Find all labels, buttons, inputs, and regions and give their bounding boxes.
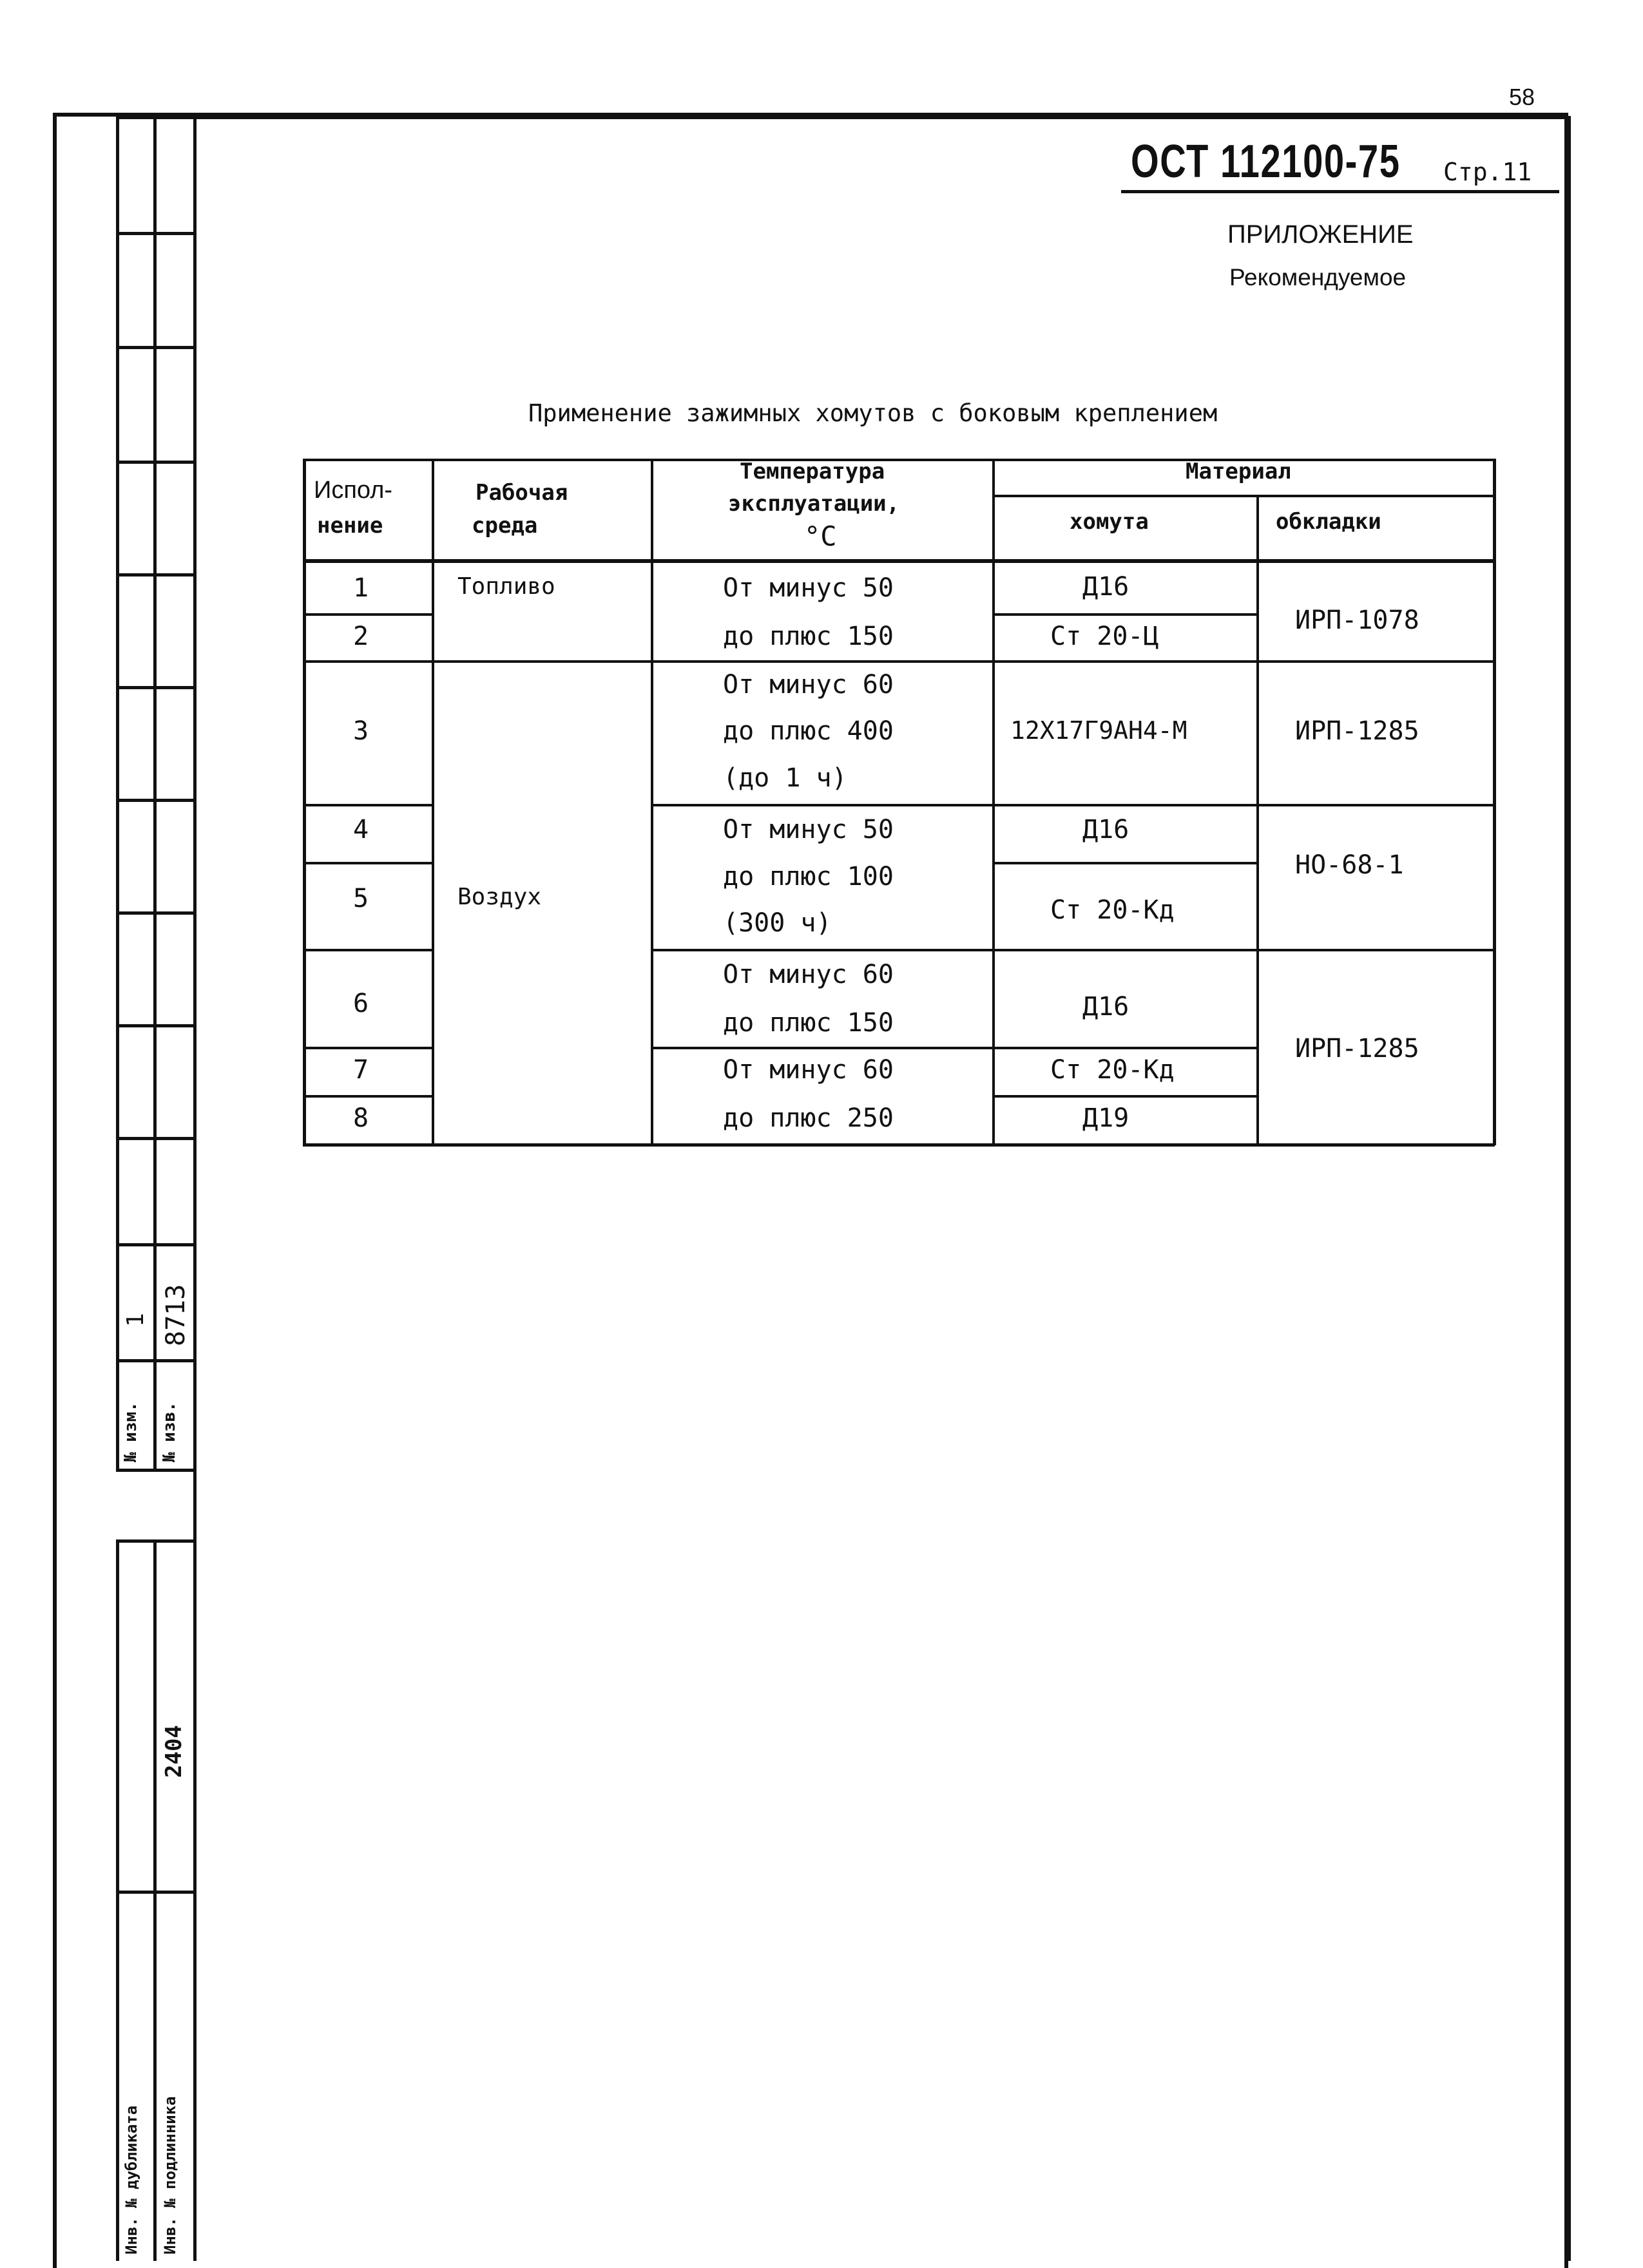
table-line (303, 949, 432, 951)
lining-cell: НО-68-1 (1295, 850, 1404, 880)
table-line (1493, 459, 1496, 1145)
table-line (651, 1047, 1256, 1049)
side-row-line (116, 573, 193, 577)
side-row-line (116, 1539, 193, 1543)
variant-cell: 4 (353, 815, 369, 844)
header-temperature-line2: эксплуатации, (728, 491, 900, 517)
variant-cell: 1 (353, 573, 369, 603)
header-medium-line1: Рабочая (476, 480, 568, 506)
clamp-cell: Ст 20-Кд (1050, 895, 1175, 925)
lining-cell: ИРП-1285 (1295, 716, 1419, 746)
side-row-line (116, 1469, 193, 1472)
change-label: № изм. (121, 1402, 140, 1462)
table-caption: Применение зажимных хомутов с боковым креплением (528, 399, 1218, 427)
side-col-5 (153, 1539, 157, 2261)
table-line (651, 949, 1495, 951)
temperature-cell: до плюс 400 (723, 716, 894, 746)
temperature-cell: до плюс 250 (723, 1103, 894, 1133)
table-line (303, 862, 432, 864)
side-col-1 (116, 116, 119, 1469)
table-line (303, 1047, 432, 1049)
variant-cell: 6 (353, 989, 369, 1018)
temperature-cell: От минус 60 (723, 960, 894, 989)
sheet-number: 58 (1509, 84, 1535, 110)
clamp-cell: Д16 (1082, 992, 1129, 1022)
notice-label: № изв. (160, 1402, 179, 1462)
variant-cell: 7 (353, 1055, 369, 1085)
side-col-4 (116, 1539, 119, 2261)
temperature-cell: От минус 60 (723, 1055, 894, 1085)
medium-cell: Воздух (457, 884, 542, 910)
clamp-cell: 12Х17Г9АН4-М (1010, 716, 1187, 745)
side-row-line (116, 1137, 193, 1140)
header-material: Материал (1186, 459, 1291, 484)
duplicate-label: Инв. № дубликата (122, 2105, 140, 2254)
frame-top-line (116, 116, 1566, 119)
header-temperature-line1: Температура (740, 459, 885, 484)
table-line (303, 660, 1495, 663)
table-line (303, 804, 432, 806)
temperature-cell: (до 1 ч) (723, 763, 847, 793)
page-frame (53, 113, 1568, 2268)
table-line (432, 459, 434, 1145)
clamp-cell: Ст 20-Ц (1050, 622, 1159, 651)
header-lining: обкладки (1276, 509, 1381, 535)
temperature-cell: От минус 60 (723, 670, 894, 700)
clamp-cell: Ст 20-Кд (1050, 1055, 1175, 1085)
side-col-3 (193, 116, 197, 2261)
doc-code-underline (1121, 190, 1559, 193)
header-clamp: хомута (1070, 509, 1149, 535)
side-row-line (116, 799, 193, 802)
original-label: Инв. № подлинника (161, 2096, 179, 2254)
lining-cell: ИРП-1078 (1295, 605, 1419, 635)
side-row-line (116, 461, 193, 464)
side-row-line (116, 1024, 193, 1027)
table-line (303, 459, 306, 1145)
frame-right-line (1567, 116, 1571, 2261)
appendix-title: ПРИЛОЖЕНИЕ (1227, 220, 1414, 249)
table-line (303, 459, 1495, 461)
table-line (992, 1095, 1256, 1098)
side-row-line (116, 1243, 193, 1246)
table-line (1256, 495, 1259, 1145)
temperature-cell: до плюс 150 (723, 1008, 894, 1038)
inventory-number: 2404 (161, 1725, 187, 1778)
side-row-line (116, 346, 193, 349)
clamp-cell: Д16 (1082, 572, 1129, 602)
side-row-line (116, 911, 193, 915)
change-number: 1 (122, 1313, 149, 1327)
lining-cell: ИРП-1285 (1295, 1034, 1419, 1063)
variant-cell: 2 (353, 622, 369, 651)
temperature-cell: до плюс 100 (723, 862, 894, 891)
table-line (303, 1143, 1495, 1147)
table-line (992, 613, 1256, 616)
variant-cell: 3 (353, 716, 369, 746)
side-row-line (116, 232, 193, 235)
appendix-status: Рекомендуемое (1229, 264, 1407, 291)
page-label: Стр.11 (1443, 158, 1532, 186)
header-variant-line1: Испол- (314, 477, 393, 504)
header-medium-line2: среда (472, 513, 538, 538)
header-temperature-unit: °С (804, 520, 837, 552)
header-variant-line2: нение (317, 513, 383, 538)
side-row-line (116, 1891, 193, 1894)
table-line (303, 1095, 432, 1098)
table-line (303, 559, 1495, 563)
temperature-cell: до плюс 150 (723, 622, 894, 651)
table-line (992, 495, 1495, 497)
table-line (992, 862, 1256, 864)
clamp-cell: Д16 (1082, 815, 1129, 844)
temperature-cell: От минус 50 (723, 815, 894, 844)
clamp-cell: Д19 (1082, 1103, 1129, 1133)
side-col-2 (153, 116, 157, 1469)
variant-cell: 8 (353, 1103, 369, 1133)
document-code: ОСТ 112100-75 (1131, 136, 1401, 187)
variant-cell: 5 (353, 884, 369, 913)
table-line (303, 613, 432, 616)
temperature-cell: (300 ч) (723, 908, 832, 938)
table-line (992, 459, 995, 1145)
side-row-line (116, 1359, 193, 1362)
medium-cell: Топливо (457, 573, 555, 600)
table-line (651, 459, 653, 1145)
table-line (651, 804, 1495, 806)
notice-number: 8713 (161, 1284, 191, 1346)
temperature-cell: От минус 50 (723, 573, 894, 603)
side-row-line (116, 686, 193, 689)
